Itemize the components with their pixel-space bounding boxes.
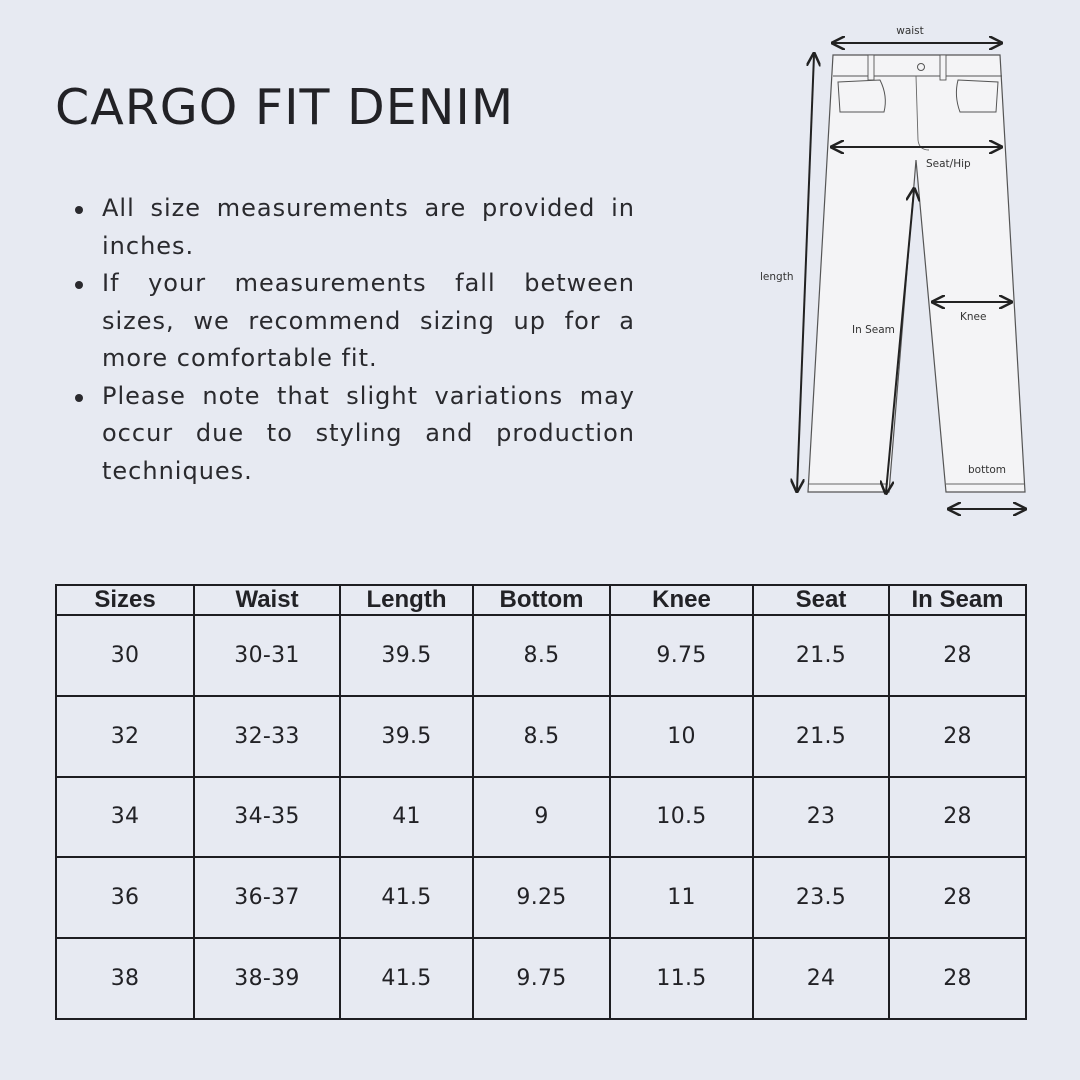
table-cell: 41 [340, 777, 473, 858]
column-header: Waist [194, 585, 340, 615]
note-item [75, 190, 635, 265]
in-seam-label: In Seam [852, 324, 895, 336]
table-cell: 8.5 [473, 615, 610, 696]
bullet-icon [75, 281, 83, 289]
table-cell: 38 [56, 938, 194, 1019]
table-cell: 39.5 [340, 696, 473, 777]
table-cell: 28 [889, 777, 1026, 858]
table-cell: 10.5 [610, 777, 753, 858]
table-cell: 9 [473, 777, 610, 858]
table-cell: 21.5 [753, 615, 889, 696]
column-header: Length [340, 585, 473, 615]
table-cell: 41.5 [340, 938, 473, 1019]
table-cell: 39.5 [340, 615, 473, 696]
table-cell: 10 [610, 696, 753, 777]
bottom-label: bottom [968, 464, 1006, 476]
table-row [56, 696, 1026, 777]
size-notes-list [75, 190, 635, 490]
table-row [56, 615, 1026, 696]
jeans-outline-illustration [740, 18, 1040, 520]
waist-label: waist [896, 25, 924, 37]
table-cell: 9.25 [473, 857, 610, 938]
table-cell: 34-35 [194, 777, 340, 858]
table-cell: 32 [56, 696, 194, 777]
note-text: All size measurements are provided in inches. [102, 194, 635, 260]
column-header: Knee [610, 585, 753, 615]
table-cell: 11.5 [610, 938, 753, 1019]
table-cell: 21.5 [753, 696, 889, 777]
table-row [56, 938, 1026, 1019]
length-label: length [760, 271, 794, 283]
table-cell: 24 [753, 938, 889, 1019]
table-header-row [56, 585, 1026, 615]
jeans-measurement-diagram [740, 18, 1040, 520]
table-cell: 11 [610, 857, 753, 938]
table-cell: 30-31 [194, 615, 340, 696]
bullet-icon [75, 206, 83, 214]
table-row [56, 777, 1026, 858]
column-header: In Seam [889, 585, 1026, 615]
table-cell: 28 [889, 615, 1026, 696]
column-header: Seat [753, 585, 889, 615]
table-cell: 9.75 [473, 938, 610, 1019]
page-title: CARGO FIT DENIM [55, 79, 515, 136]
table-cell: 8.5 [473, 696, 610, 777]
note-item [75, 265, 635, 378]
size-chart-table [55, 584, 1027, 1020]
table-cell: 28 [889, 696, 1026, 777]
table-cell: 30 [56, 615, 194, 696]
knee-label: Knee [960, 311, 987, 323]
bullet-icon [75, 394, 83, 402]
table-cell: 32-33 [194, 696, 340, 777]
table-cell: 28 [889, 857, 1026, 938]
note-text: Please note that slight variations may occur due to styling and production techniques. [102, 381, 635, 485]
note-text: If your measurements fall between sizes, we recommend sizing up for a more comfortable fit. [102, 269, 635, 372]
column-header: Bottom [473, 585, 610, 615]
table-cell: 23 [753, 777, 889, 858]
table-cell: 9.75 [610, 615, 753, 696]
table-row [56, 857, 1026, 938]
column-header: Sizes [56, 585, 194, 615]
table-cell: 36 [56, 857, 194, 938]
seat-hip-label: Seat/Hip [926, 158, 971, 170]
note-item [75, 378, 635, 491]
table-cell: 38-39 [194, 938, 340, 1019]
table-cell: 36-37 [194, 857, 340, 938]
table-cell: 23.5 [753, 857, 889, 938]
table-cell: 34 [56, 777, 194, 858]
table-cell: 28 [889, 938, 1026, 1019]
table-cell: 41.5 [340, 857, 473, 938]
